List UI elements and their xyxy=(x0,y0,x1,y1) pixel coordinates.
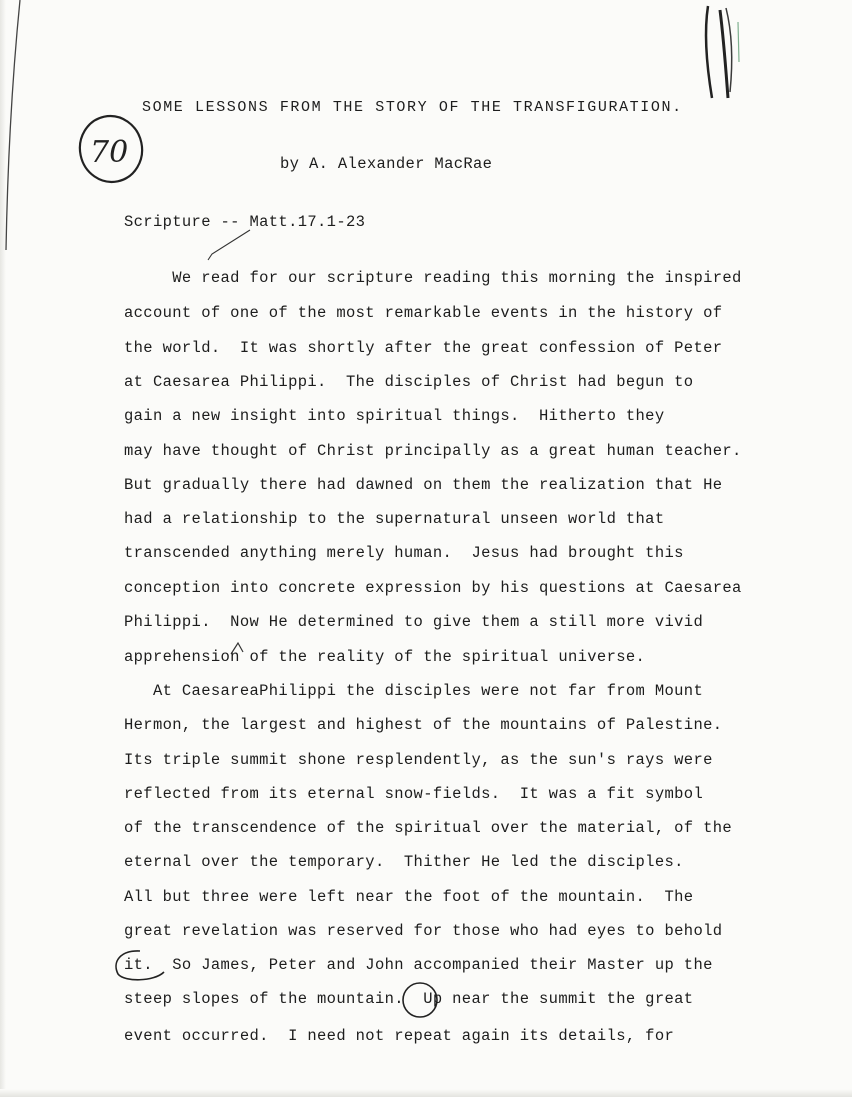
body-line: eternal over the temporary. Thither He led the disciples. xyxy=(124,853,684,871)
body-line: may have thought of Christ principally as a great human teacher. xyxy=(124,442,742,460)
margin-pencil-line xyxy=(0,0,30,260)
body-line: Hermon, the largest and highest of the mountains of Palestine. xyxy=(124,716,723,734)
document-byline: by A. Alexander MacRae xyxy=(280,155,493,173)
body-line: Philippi. Now He determined to give them a still more vivid xyxy=(124,613,704,631)
body-line: We read for our scripture reading this morning the inspired xyxy=(124,269,742,287)
body-line: All but three were left near the foot of the mountain. The xyxy=(124,888,694,906)
body-line: account of one of the most remarkable events in the history of xyxy=(124,304,723,322)
body-line: reflected from its eternal snow-fields. It was a fit symbol xyxy=(124,785,704,803)
body-line: Its triple summit shone resplendently, as the sun's rays were xyxy=(124,751,713,769)
document-title: SOME LESSONS FROM THE STORY OF THE TRANSFIGURATION. xyxy=(142,99,683,116)
body-line: conception into concrete expression by his questions at Caesarea xyxy=(124,579,742,597)
handwritten-bracket-mark xyxy=(698,2,746,102)
body-line: had a relationship to the supernatural unseen world that xyxy=(124,510,665,528)
body-line: steep slopes of the mountain. Up near the summit the great xyxy=(124,990,694,1008)
scripture-reference: Scripture -- Matt.17.1-23 xyxy=(124,213,366,231)
body-line: gain a new insight into spiritual things. Hitherto they xyxy=(124,407,665,425)
circled-page-number-mark xyxy=(76,112,146,186)
pencil-tick-mark xyxy=(200,226,260,266)
svg-text:70: 70 xyxy=(90,135,129,170)
body-line: at Caesarea Philippi. The disciples of Christ had begun to xyxy=(124,373,694,391)
body-line: the world. It was shortly after the great confession of Peter xyxy=(124,339,723,357)
body-line: transcended anything merely human. Jesus had brought this xyxy=(124,544,684,562)
body-line: But gradually there had dawned on them the realization that He xyxy=(124,476,723,494)
body-line: apprehension of the reality of the spiritual universe. xyxy=(124,648,646,666)
body-line: At CaesareaPhilippi the disciples were not far from Mount xyxy=(124,682,704,700)
page-bottom-shadow xyxy=(0,1089,852,1097)
body-line: of the transcendence of the spiritual over the material, of the xyxy=(124,819,733,837)
body-line: event occurred. I need not repeat again its details, for xyxy=(124,1027,675,1045)
body-line: it. So James, Peter and John accompanied their Master up the xyxy=(124,956,713,974)
body-line: great revelation was reserved for those who had eyes to behold xyxy=(124,922,723,940)
